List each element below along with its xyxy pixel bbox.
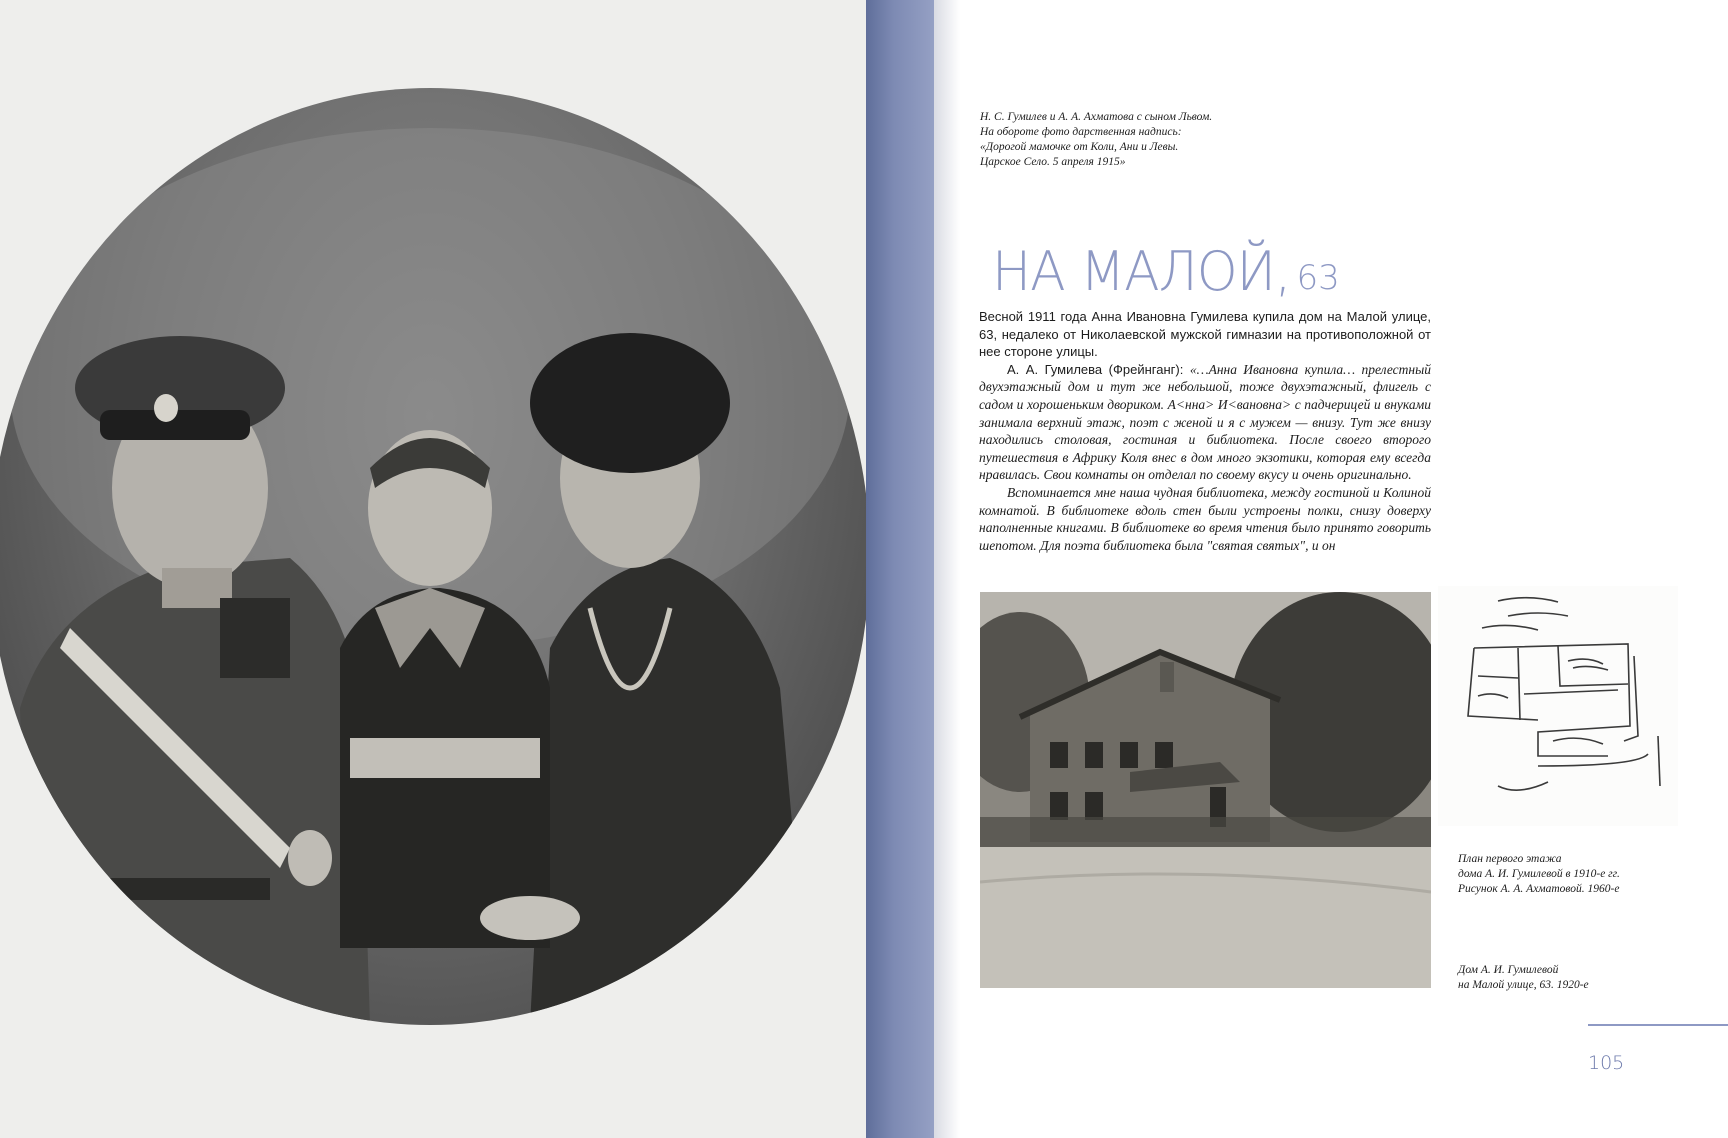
body-text bbox=[979, 308, 1431, 554]
plan-caption bbox=[1458, 852, 1620, 897]
caption-line: Н. С. Гумилев и А. А. Ахматова с сыном Львом. bbox=[980, 111, 1213, 123]
caption-line: «Дорогой мамочке от Коли, Ани и Левы. bbox=[980, 141, 1179, 153]
caption-line: Царское Село. 5 апреля 1915» bbox=[980, 156, 1126, 168]
house-photo bbox=[980, 592, 1431, 988]
caption-line: На обороте фото дарственная надпись: bbox=[980, 126, 1182, 138]
floor-plan-sketch bbox=[1438, 586, 1678, 826]
caption-line: дома А. И. Гумилевой в 1910-е гг. bbox=[1458, 868, 1620, 880]
book-spine bbox=[866, 0, 934, 1138]
paragraph-library: Вспоминается мне наша чудная библиотека, между гостиной и Колиной комнатой. В библиотеке вдоль стен были устроены полки, снизу доверху наполненные книгами. В библиотеке во время чтения было принято говорить шепотом. Для поэта библиотека была "святая святых", и он bbox=[979, 484, 1431, 553]
paragraph-quote bbox=[979, 361, 1431, 484]
caption-line: на Малой улице, 63. 1920-е bbox=[1458, 979, 1589, 991]
quote-text: «…Анна Ивановна купила… прелестный двухэтажный дом и тут же небольшой, тоже двухэтажный, флигель с садом и хорошеньким двориком. А<нна> И<вановна> с падчерицей и внуками занимала верхний этаж, поэт с женой и я с мужем — внизу. Тут же внизу находились столовая, гостиная и библиотека. После своего второго путешествия в Африку Коля внес в дом много экзотики, которая ему всегда нравилась. Свои комнаты он отделал по своему вкусу и очень оригинально. bbox=[979, 361, 1431, 483]
portrait-caption bbox=[980, 110, 1340, 170]
paragraph-intro: Весной 1911 года Анна Ивановна Гумилева купила дом на Малой улице, 63, недалеко от Николаевской мужской гимназии на противоположной от нее стороне улицы. bbox=[979, 309, 1431, 360]
page-number: 105 bbox=[1588, 1052, 1625, 1074]
section-title-text: НА МАЛОЙ, bbox=[992, 240, 1291, 304]
spine-shadow bbox=[934, 0, 960, 1138]
caption-line: План первого этажа bbox=[1458, 853, 1562, 865]
section-title-number: 63 bbox=[1296, 258, 1340, 298]
house-caption bbox=[1458, 963, 1589, 993]
section-title bbox=[992, 242, 1340, 302]
family-portrait-photo bbox=[0, 88, 870, 1025]
caption-line: Рисунок А. А. Ахматовой. 1960-е bbox=[1458, 883, 1620, 895]
caption-line: Дом А. И. Гумилевой bbox=[1458, 964, 1559, 976]
page-number-rule bbox=[1588, 1024, 1728, 1026]
quote-author: А. А. Гумилева (Фрейнганг): bbox=[1007, 361, 1190, 377]
